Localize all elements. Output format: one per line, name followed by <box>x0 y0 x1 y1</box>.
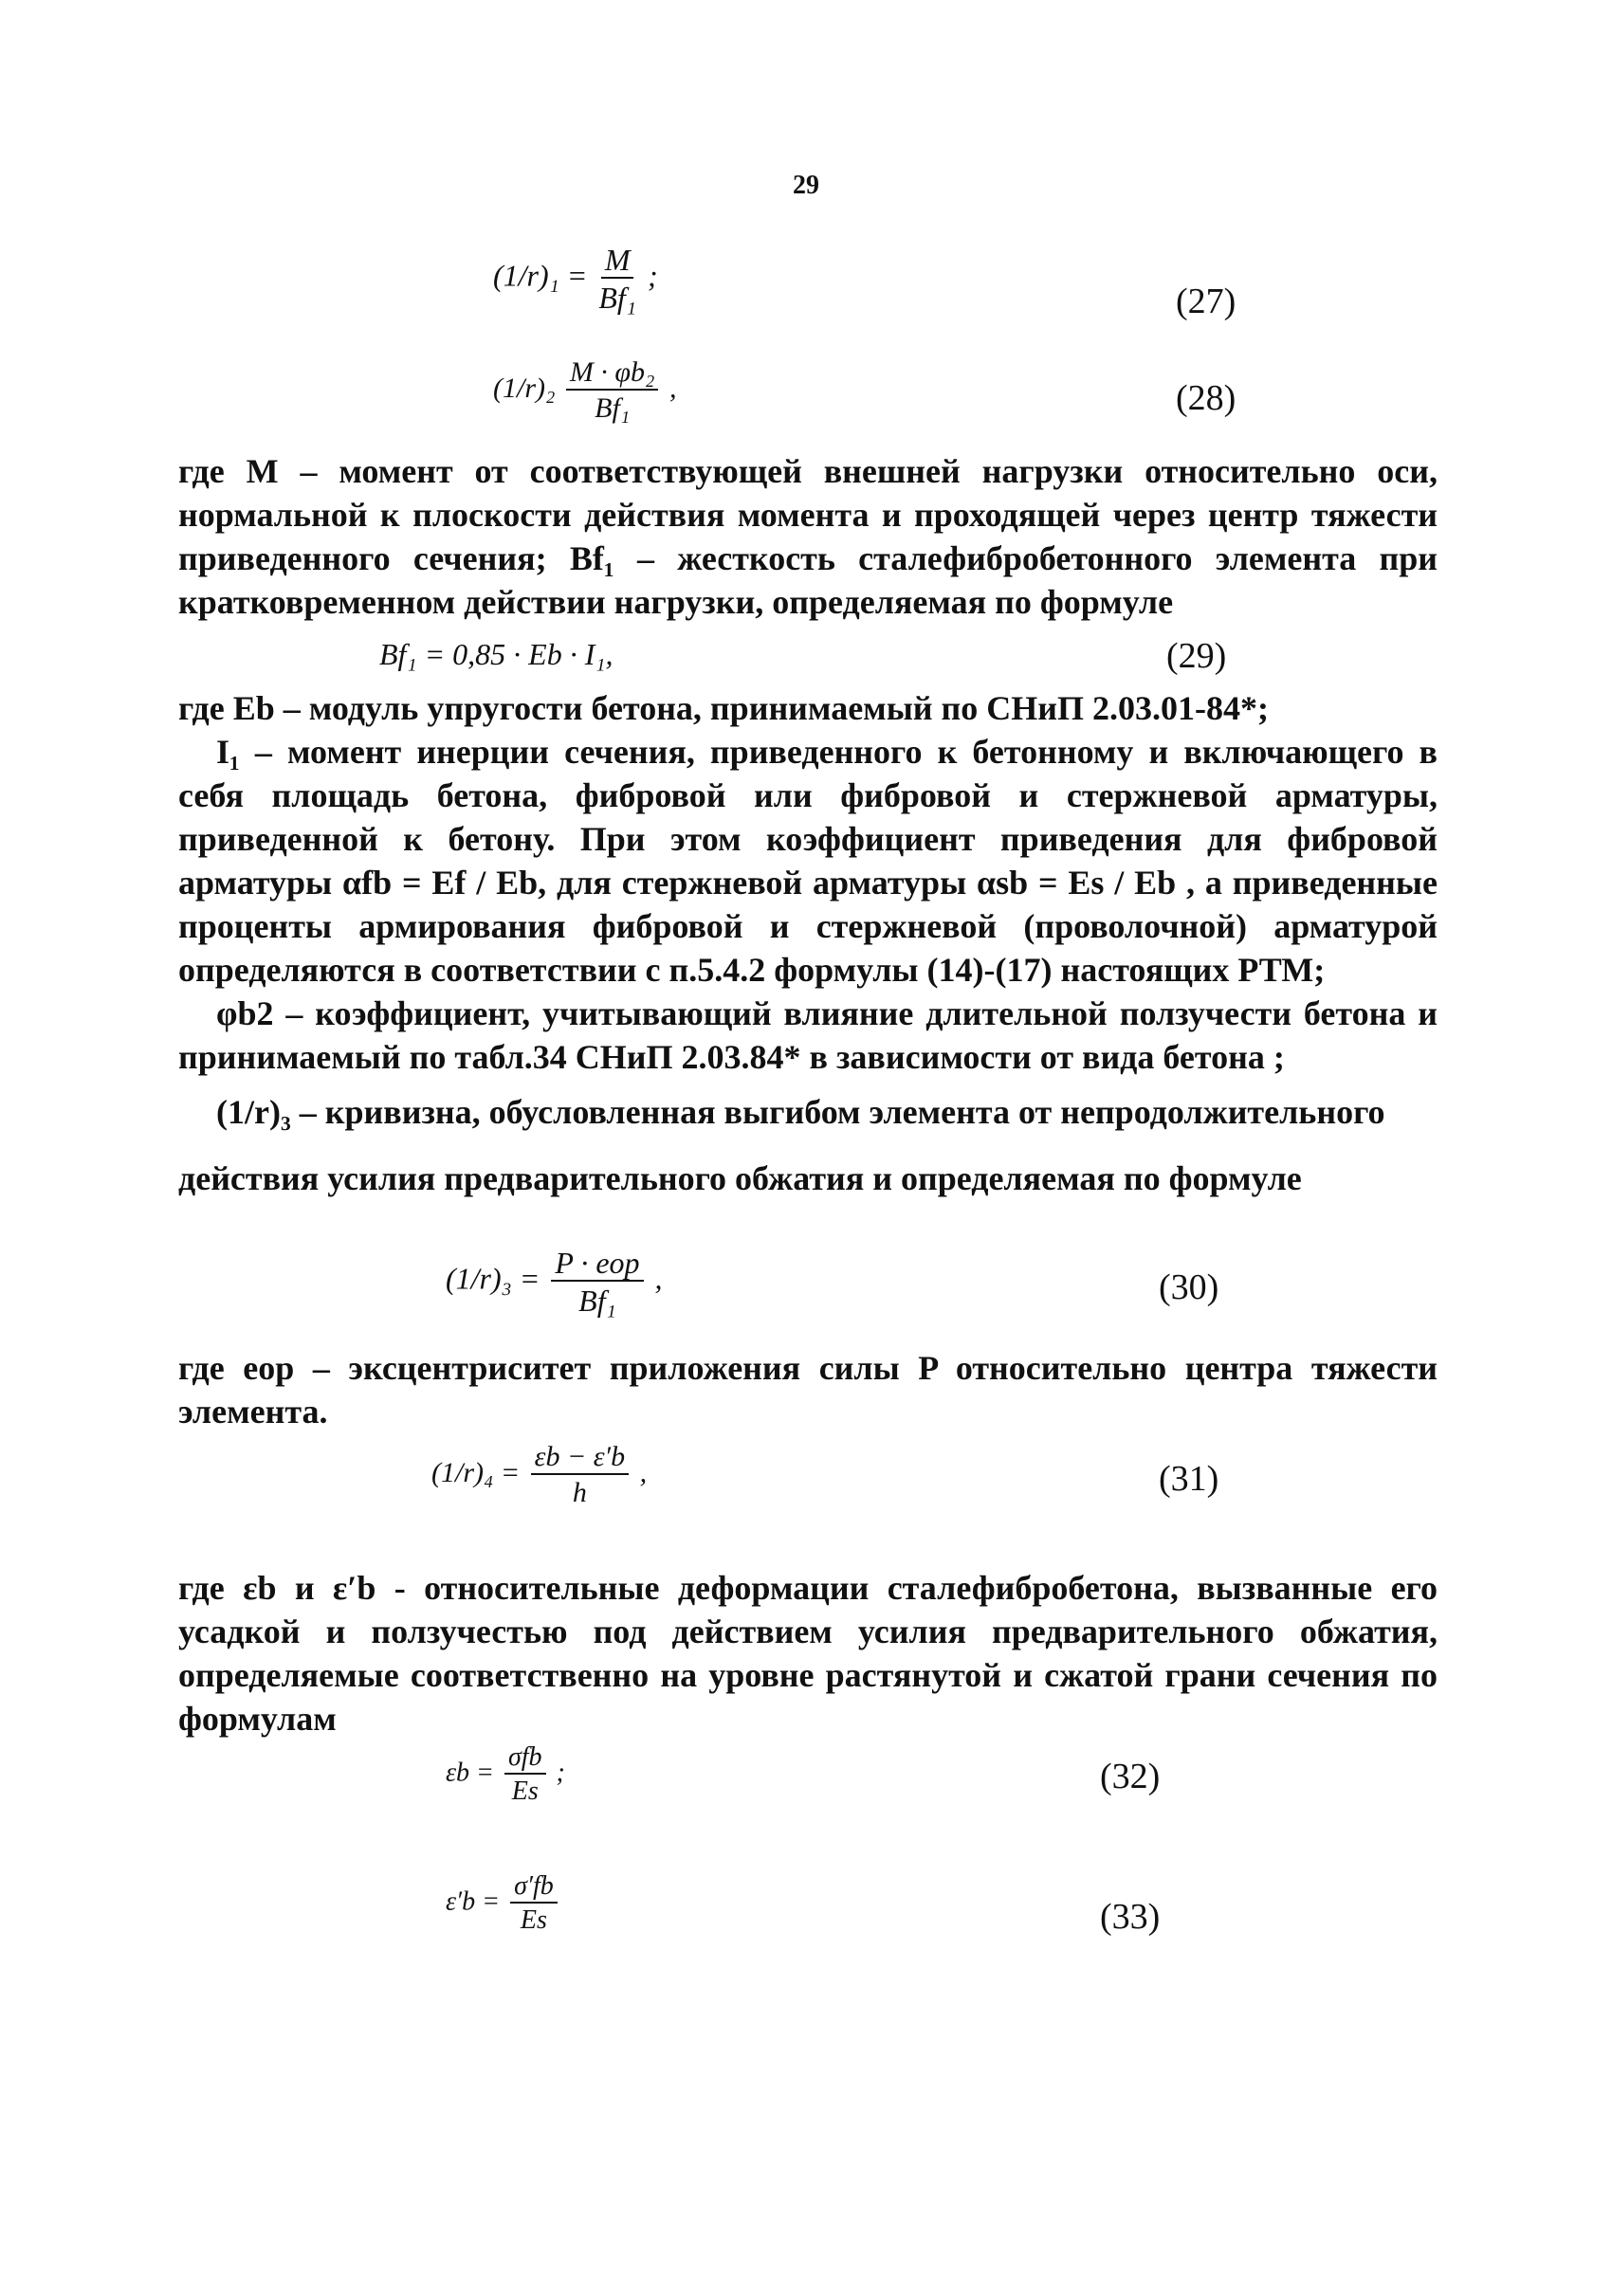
paragraph-strain-definition <box>178 1566 1438 1740</box>
equation-31 <box>431 1443 647 1507</box>
eq32-tail: ; <box>556 1758 565 1788</box>
eq28-lhs: (1/r)₂ <box>493 372 556 404</box>
eq28-tail: , <box>669 372 677 404</box>
eq33-num: σ′fb <box>510 1873 558 1904</box>
eq33-lhs: ε′b = <box>446 1886 501 1917</box>
p6-text: где eop – эксцентриситет приложения силы P относительно центра тяжести элемента. <box>178 1349 1438 1430</box>
eq31-fraction <box>531 1443 629 1507</box>
eq28-fraction <box>566 358 659 423</box>
eq32-num: σfb <box>504 1744 546 1775</box>
paragraph-curvature-3 <box>178 1090 1438 1134</box>
eq32-number: (32) <box>1100 1757 1161 1796</box>
eq30-number: (30) <box>1159 1267 1219 1307</box>
paragraph-m-definition <box>178 449 1438 624</box>
eq28-num: M · φb₂ <box>566 358 659 391</box>
paragraph-eop-definition <box>178 1346 1438 1433</box>
p1b-text: Bf₁ – жесткость сталефибробетонного элемента при кратковременном действии нагрузки, определяемая по формуле <box>178 539 1438 621</box>
p2-text: где Eb – модуль упругости бетона, принимаемый по СНиП 2.03.01-84*; <box>178 689 1270 727</box>
eq27-tail: ; <box>647 258 658 293</box>
eq32-den: Es <box>511 1777 539 1806</box>
eq29-number: (29) <box>1166 636 1227 676</box>
eq27-num: M <box>601 245 634 279</box>
paragraph-curvature-3-cont <box>178 1157 1438 1200</box>
eq33-number: (33) <box>1100 1897 1161 1937</box>
paragraph-eb-definition <box>178 686 1438 730</box>
eq30-tail: , <box>654 1261 663 1296</box>
eq31-lhs: (1/r)₄ = <box>431 1456 521 1488</box>
eq31-den: h <box>572 1477 587 1508</box>
eq33-fraction <box>510 1873 558 1934</box>
eq29-expr: Bf₁ = 0,85 · Eb · I₁, <box>379 637 614 671</box>
equation-30 <box>446 1248 663 1316</box>
eq30-den: Bf₁ <box>578 1284 616 1318</box>
eq30-lhs: (1/r)₃ = <box>446 1261 540 1296</box>
eq30-num: P · eop <box>551 1248 643 1282</box>
eq31-tail: , <box>639 1456 648 1488</box>
eq27-fraction <box>598 245 636 313</box>
equation-29 <box>379 637 613 672</box>
eq31-num: εb − ε′b <box>531 1443 629 1475</box>
equation-32 <box>446 1744 565 1805</box>
eq27-den: Bf₁ <box>598 281 636 315</box>
p1-text: где M – момент от соответствующей внешней нагрузки относительно оси, нормальной к плоскости действия момента и проходящей через центр тяжести приведенного сечения; <box>178 452 1438 577</box>
paragraph-phi-definition <box>178 992 1438 1079</box>
eq27-number: (27) <box>1176 282 1236 321</box>
eq33-den: Es <box>520 1905 547 1935</box>
p7-text: где εb и ε′b - относительные деформации сталефибробетона, вызванные его усадкой и ползучестью под действием усилия предварительного обжатия, определяемые соответственно на уровне растянутой и сжатой грани сечения по формулам <box>178 1569 1438 1738</box>
equation-33 <box>446 1873 561 1934</box>
p3-text: I₁ – момент инерции сечения, приведенного к бетонному и включающего в себя площадь бетона, фибровой или фибровой и стержневой арматуры, приведенной к бетону. При этом коэффициент приведения для фибровой арматуры αfb = Ef / Eb, для стержневой арматуры αsb = Es / Eb , а приведенные проценты армирования фибровой и стержневой (проволочной) арматурой определяются в соответствии с п.5.4.2 формулы (14)-(17) настоящих РТМ; <box>178 733 1438 989</box>
eq27-lhs: (1/r)₁ = <box>493 258 588 293</box>
eq32-fraction <box>504 1744 546 1805</box>
eq31-number: (31) <box>1159 1459 1219 1499</box>
p5b-text: действия усилия предварительного обжатия и определяемая по формуле <box>178 1159 1302 1197</box>
eq28-number: (28) <box>1176 378 1236 418</box>
paragraph-i1-definition <box>178 730 1438 992</box>
equation-28 <box>493 358 676 423</box>
p4-text: φb2 – коэффициент, учитывающий влияние длительной ползучести бетона и принимаемый по табл.34 СНиП 2.03.84* в зависимости от вида бетона ; <box>178 994 1438 1076</box>
equation-27 <box>493 245 658 313</box>
eq32-lhs: εb = <box>446 1758 494 1788</box>
p5a-text: (1/r)₃ – кривизна, обусловленная выгибом элемента от непродолжительного <box>216 1093 1385 1131</box>
eq30-fraction <box>551 1248 643 1316</box>
page-number: 29 <box>793 171 819 200</box>
eq28-den: Bf₁ <box>595 392 631 424</box>
